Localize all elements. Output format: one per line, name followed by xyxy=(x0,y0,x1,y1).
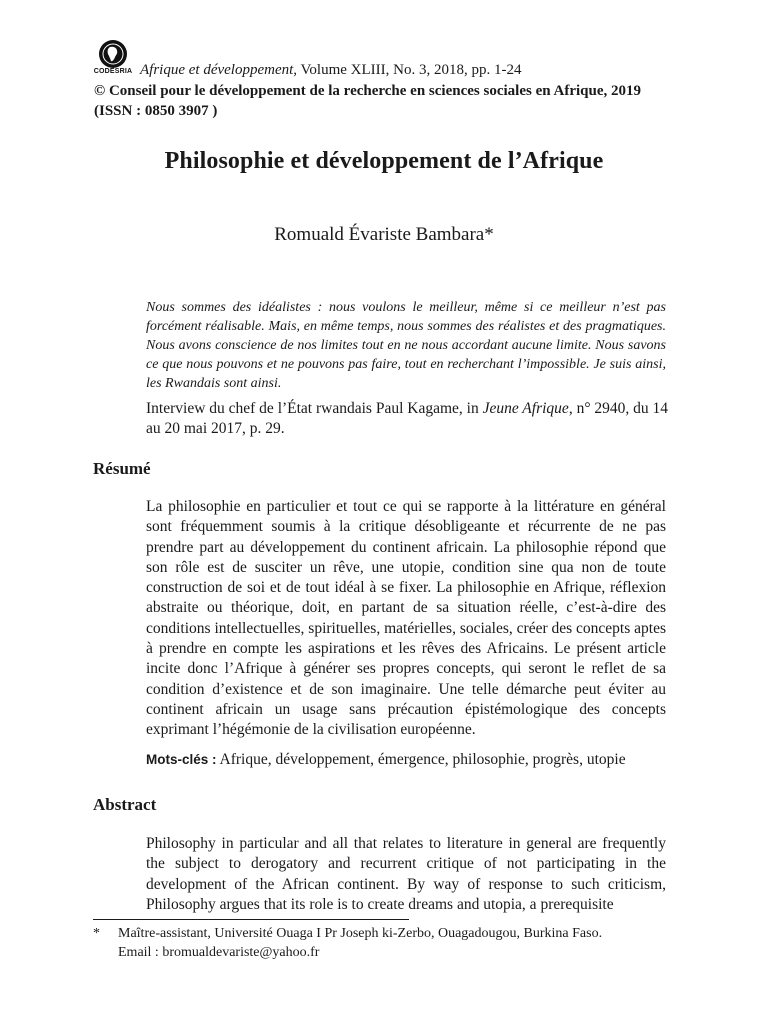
copyright-line: © Conseil pour le développement de la recherche en sciences sociales en Afrique, 2019 xyxy=(94,83,641,99)
issn-line: (ISSN : 0850 3907 ) xyxy=(94,103,218,119)
keywords-label: Mots-clés : xyxy=(146,752,217,767)
footnote-mark: * xyxy=(93,926,100,941)
resume-paragraph: La philosophie en particulier et tout ce qui se rapporte à la littérature en général sont fréquemment soumis à la critique désobligeante et récurrente de ne pas prendre part au développement du continent africain. La philosophie répond que son rôle est de susciter un rêve, une utopie, condition sine qua non de toute construction de soi et de tout idéal à se fixer. La philosophie en Afrique, réflexion abstraite ou théorique, doit, en partant de sa situation réelle, c’est-à-dire des conditions intellectuelles, spirituelles, matérielles, sociales, créer des concepts aptes à prendre en compte les aspirations et les rêves des Africains. Le présent article incite donc l’Afrique à générer ses propres concepts, qui seront le reflet de sa condition d’existence et de son imaginaire. Une telle démarche peut éviter au continent africain un usage sans précaution épistémologique des concepts exprimant l’hégémonie de la civilisation européenne. xyxy=(146,498,666,739)
footnote-divider xyxy=(93,919,409,920)
abstract-paragraph: Philosophy in particular and all that relates to literature in general are frequently the subject to derogatory and recurrent critique of not participating in the development of the African continent. By way of response to such criticism, Philosophy argues that its role is to create dreams and utopia, a prerequisite xyxy=(146,835,666,913)
volume-info: Volume XLIII, No. 3, 2018, pp. 1-24 xyxy=(297,62,522,78)
codesria-logo xyxy=(92,40,134,78)
keywords-list: Afrique, développement, émergence, philosophie, progrès, utopie xyxy=(216,751,626,768)
epigraph-citation xyxy=(146,399,676,439)
epigraph-quote: Nous sommes des idéalistes : nous voulons le meilleur, même si ce meilleur n’est pas forcément réalisable. Mais, en même temps, nous sommes des réalistes et des pragmatiques. Nous avons conscience de nos limites tout en ne nous accordant aucune limite. Nous savons ce que nous pouvons et ne pouvons pas faire, tout en recherchant l’impossible. Je suis ainsi, les Rwandais sont ainsi. xyxy=(146,300,666,391)
citation-source: Jeune Afrique xyxy=(482,400,569,417)
journal-name: Afrique et développement, xyxy=(140,62,298,78)
journal-reference xyxy=(140,62,521,79)
footnote-text xyxy=(118,924,678,962)
resume-heading: Résumé xyxy=(93,459,151,478)
footnote-email: Email : bromualdevariste@yahoo.fr xyxy=(118,945,320,960)
logo-text: CODESRIA xyxy=(93,68,133,75)
citation-text: Interview du chef de l’État rwandais Paul Kagame, in xyxy=(146,400,483,417)
abstract-heading: Abstract xyxy=(93,795,157,814)
article-author: Romuald Évariste Bambara* xyxy=(274,224,494,245)
footnote-affiliation: Maître-assistant, Université Ouaga I Pr Joseph ki-Zerbo, Ouagadougou, Burkina Faso. xyxy=(118,926,603,941)
globe-icon xyxy=(99,40,127,68)
article-title: Philosophie et développement de l’Afrique xyxy=(164,148,604,174)
citation-details: , n° 2940, du 14 au 20 mai 2017, p. 29. xyxy=(146,400,669,437)
keywords-line xyxy=(146,750,676,770)
